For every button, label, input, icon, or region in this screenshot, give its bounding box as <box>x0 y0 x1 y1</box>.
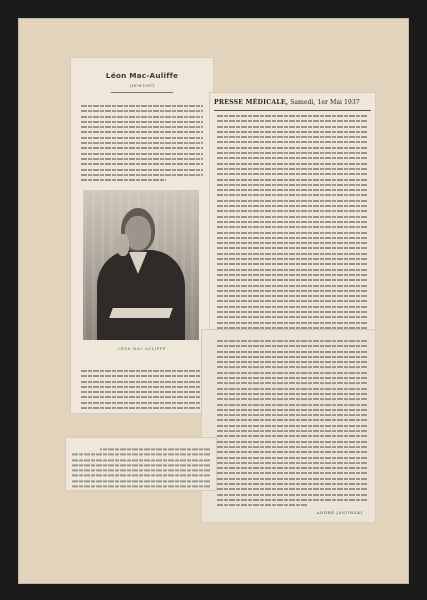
article-text-upper <box>217 115 367 348</box>
obituary-title: Léon Mac-Auliffe <box>105 71 179 80</box>
portrait-photo <box>83 190 199 340</box>
title-rule <box>111 92 173 93</box>
inverted-fragment <box>66 438 216 490</box>
author-signature: ANDRÉ JANOWSKI <box>316 510 363 515</box>
photo-caption: LÉON MAC-AULIFFE <box>117 347 167 351</box>
newspaper-date: Samedi, 1er Mai 1937 <box>290 99 360 106</box>
obituary-clipping <box>71 58 213 413</box>
obituary-text-bottom <box>81 370 203 412</box>
obituary-years: (1876-1937) <box>129 83 155 88</box>
article-continuation <box>202 330 375 522</box>
header-rule <box>214 110 371 111</box>
article-text-lower <box>217 340 367 510</box>
newspaper-header <box>214 99 371 106</box>
inverted-text <box>72 445 210 487</box>
newspaper-title: PRESSE MÉDICALE, <box>214 99 289 106</box>
obituary-text-top <box>81 105 203 184</box>
